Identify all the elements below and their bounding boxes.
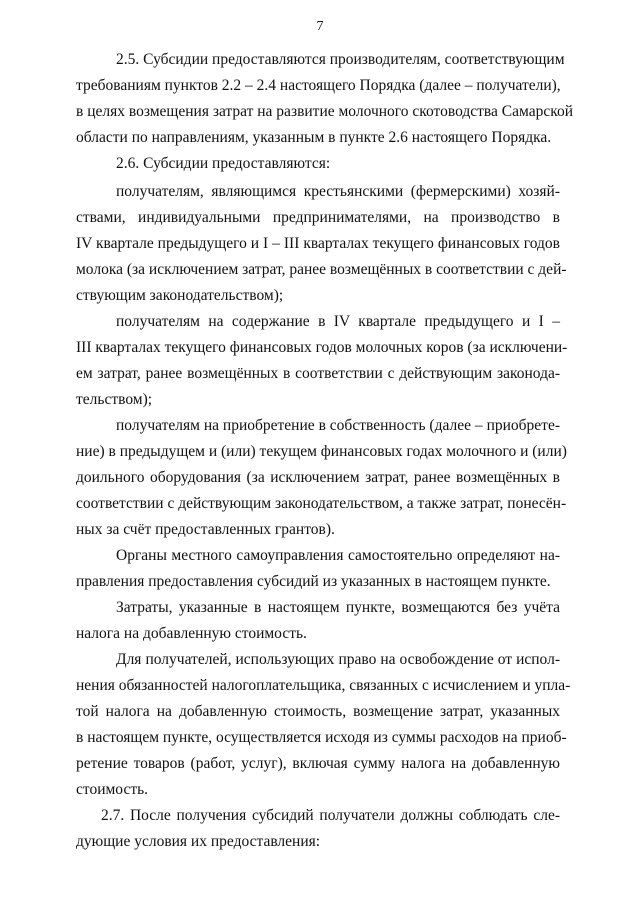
text-line: в настоящем пункте, осуществляется исходя из суммы расходов на приоб- <box>76 729 567 746</box>
text-line: налога на добавленную стоимость. <box>76 625 307 642</box>
text-line: в целях возмещения затрат на развитие молочного скотоводства Самарской <box>76 103 574 120</box>
text-line: молока (за исключением затрат, ранее возмещённых в соответствии с дей- <box>76 261 567 278</box>
text-line: нения обязанностей налогоплательщика, связанных с исчислением и упла- <box>76 677 571 694</box>
text-line: Для получателей, использующих право на освобождение от испол- <box>116 651 560 668</box>
text-line: стоимость. <box>76 781 149 798</box>
text-line: ретение товаров (работ, услуг), включая сумму налога на добавленную <box>76 755 560 772</box>
text-line: доильного оборудования (за исключением затрат, ранее возмещённых в <box>76 469 560 486</box>
text-line: получателям на содержание в IV квартале предыдущего и I – <box>116 313 560 330</box>
text-line: III кварталах текущего финансовых годов молочных коров (за исключени- <box>76 339 568 356</box>
text-line: Органы местного самоуправления самостоятельно определяют на- <box>116 547 560 564</box>
text-line: той налога на добавленную стоимость, возмещение затрат, указанных <box>76 703 560 720</box>
text-line: 2.6. Субсидии предоставляются: <box>116 155 331 172</box>
page-number: 7 <box>316 19 324 34</box>
text-line: соответствии с действующим законодательством, а также затрат, понесён- <box>76 495 567 512</box>
text-line: 2.5. Субсидии предоставляются производителям, соответствующим <box>116 51 565 68</box>
text-line: ем затрат, ранее возмещённых в соответствии с действующим законода- <box>76 365 560 382</box>
text-line: IV квартале предыдущего и I – III кварталах текущего финансовых годов <box>76 235 560 252</box>
text-line: ние) в предыдущем и (или) текущем финансовых годах молочного и (или) <box>76 443 567 460</box>
text-line: получателям на приобретение в собственность (далее – приобрете- <box>116 417 560 434</box>
text-line: ствующим законодательством); <box>76 287 284 304</box>
text-line: правления предоставления субсидий из указанных в настоящем пункте. <box>76 573 551 590</box>
text-line: области по направлениям, указанным в пункте 2.6 настоящего Порядка. <box>76 129 552 146</box>
text-line: ствами, индивидуальными предпринимателями, на производство в <box>76 209 560 226</box>
text-line: получателям, являющимся крестьянскими (фермерскими) хозяй- <box>116 183 560 200</box>
text-line: требованиям пунктов 2.2 – 2.4 настоящего Порядка (далее – получатели), <box>76 77 561 94</box>
text-line: ных за счёт предоставленных грантов). <box>76 521 335 538</box>
text-line: дующие условия их предоставления: <box>76 833 321 850</box>
text-line: 2.7. После получения субсидий получатели должны соблюдать сле- <box>101 807 560 824</box>
text-line: тельством); <box>76 391 153 408</box>
text-line: Затраты, указанные в настоящем пункте, возмещаются без учёта <box>116 599 560 616</box>
